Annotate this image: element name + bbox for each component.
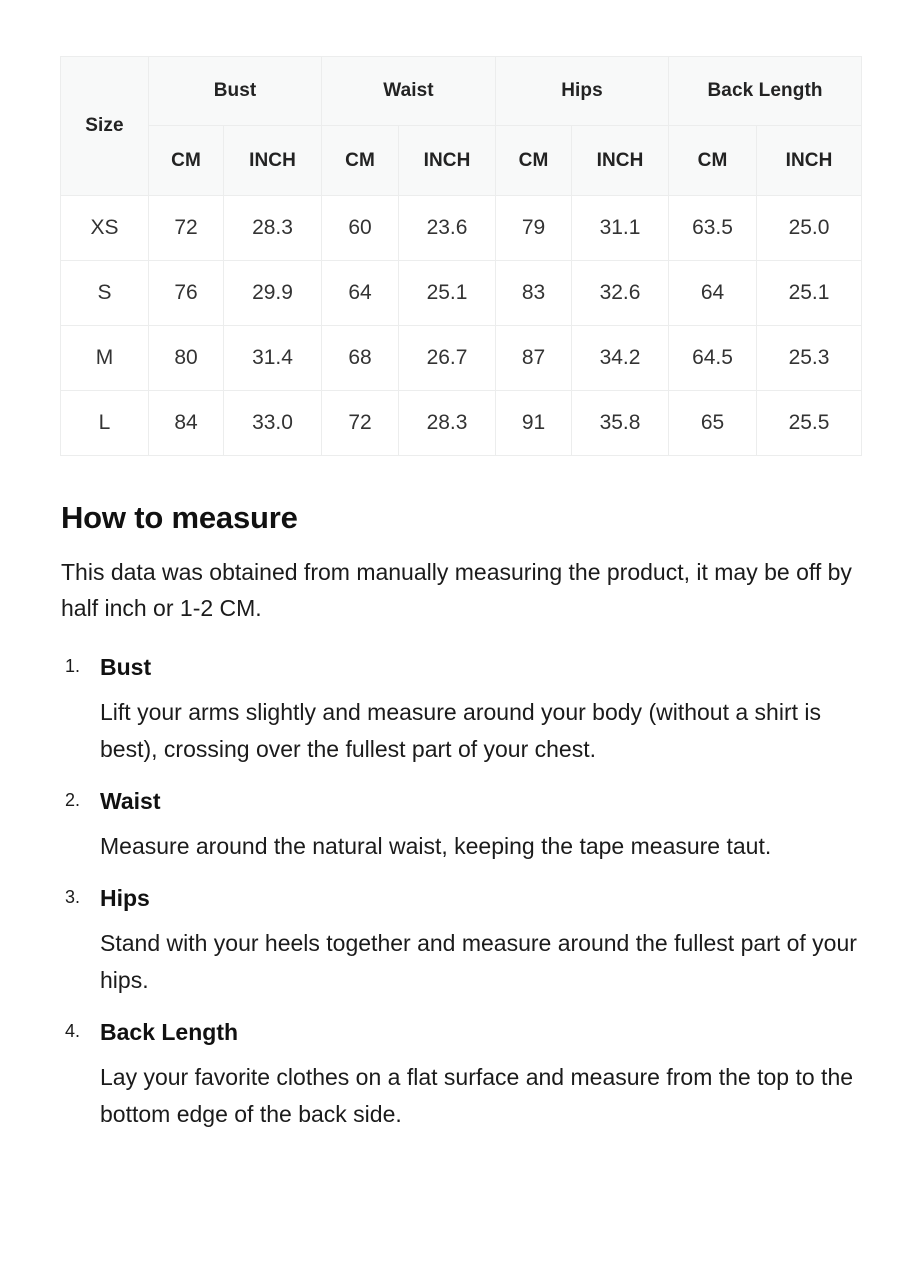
cell-hips-cm: 87	[496, 326, 572, 391]
cell-waist-cm: 60	[322, 196, 399, 261]
list-item	[60, 1017, 860, 1133]
cell-size: M	[61, 326, 149, 391]
unit-header-waist-cm: CM	[322, 126, 399, 196]
list-item	[60, 786, 860, 865]
table-header	[61, 57, 862, 196]
step-title: Waist	[100, 788, 161, 814]
unit-header-back-inch: INCH	[757, 126, 862, 196]
step-title: Hips	[100, 885, 150, 911]
cell-size: XS	[61, 196, 149, 261]
cell-waist-cm: 68	[322, 326, 399, 391]
cell-size: S	[61, 261, 149, 326]
cell-hips-inch: 31.1	[572, 196, 669, 261]
column-header-waist: Waist	[322, 57, 496, 126]
step-title: Bust	[100, 654, 152, 680]
size-chart-table	[60, 56, 862, 456]
cell-back-inch: 25.0	[757, 196, 862, 261]
column-header-back-length: Back Length	[669, 57, 862, 126]
table-row	[61, 391, 862, 456]
cell-bust-inch: 33.0	[224, 391, 322, 456]
cell-size: L	[61, 391, 149, 456]
table-row	[61, 326, 862, 391]
table-header-group-row	[61, 57, 862, 126]
unit-header-hips-cm: CM	[496, 126, 572, 196]
cell-waist-cm: 72	[322, 391, 399, 456]
cell-waist-cm: 64	[322, 261, 399, 326]
unit-header-back-cm: CM	[669, 126, 757, 196]
cell-bust-inch: 31.4	[224, 326, 322, 391]
cell-back-inch: 25.3	[757, 326, 862, 391]
cell-bust-inch: 29.9	[224, 261, 322, 326]
list-item	[60, 652, 860, 768]
cell-waist-inch: 23.6	[399, 196, 496, 261]
cell-back-inch: 25.5	[757, 391, 862, 456]
cell-back-cm: 64.5	[669, 326, 757, 391]
how-to-measure-title: How to measure	[61, 500, 298, 535]
cell-back-cm: 63.5	[669, 196, 757, 261]
cell-back-inch: 25.1	[757, 261, 862, 326]
unit-header-waist-inch: INCH	[399, 126, 496, 196]
table-body	[61, 196, 862, 456]
cell-bust-cm: 76	[149, 261, 224, 326]
cell-waist-inch: 26.7	[399, 326, 496, 391]
cell-hips-inch: 34.2	[572, 326, 669, 391]
step-description: Stand with your heels together and measure around the fullest part of your hips.	[100, 930, 857, 993]
cell-hips-cm: 91	[496, 391, 572, 456]
cell-hips-inch: 32.6	[572, 261, 669, 326]
cell-back-cm: 64	[669, 261, 757, 326]
unit-header-hips-inch: INCH	[572, 126, 669, 196]
how-to-measure-intro: This data was obtained from manually measuring the product, it may be off by half inch or 1-2 CM.	[61, 559, 852, 621]
cell-back-cm: 65	[669, 391, 757, 456]
unit-header-bust-cm: CM	[149, 126, 224, 196]
cell-bust-cm: 72	[149, 196, 224, 261]
cell-bust-inch: 28.3	[224, 196, 322, 261]
list-item	[60, 883, 860, 999]
unit-header-bust-inch: INCH	[224, 126, 322, 196]
step-number: 3.	[65, 887, 81, 907]
step-description: Lift your arms slightly and measure around your body (without a shirt is best), crossing over the fullest part of your chest.	[100, 699, 821, 762]
step-description: Measure around the natural waist, keeping the tape measure taut.	[100, 833, 772, 859]
step-number: 2.	[65, 790, 81, 810]
cell-hips-cm: 83	[496, 261, 572, 326]
table-row	[61, 196, 862, 261]
cell-bust-cm: 84	[149, 391, 224, 456]
column-header-hips: Hips	[496, 57, 669, 126]
step-description: Lay your favorite clothes on a flat surface and measure from the top to the bottom edge of the back side.	[100, 1064, 854, 1127]
step-number: 4.	[65, 1021, 81, 1041]
cell-bust-cm: 80	[149, 326, 224, 391]
table-header-unit-row	[61, 126, 862, 196]
table-row	[61, 261, 862, 326]
measure-steps-list	[60, 652, 860, 1133]
cell-waist-inch: 28.3	[399, 391, 496, 456]
step-number: 1.	[65, 656, 81, 676]
cell-hips-cm: 79	[496, 196, 572, 261]
cell-waist-inch: 25.1	[399, 261, 496, 326]
step-title: Back Length	[100, 1019, 239, 1045]
column-header-size: Size	[61, 57, 149, 196]
column-header-bust: Bust	[149, 57, 322, 126]
cell-hips-inch: 35.8	[572, 391, 669, 456]
